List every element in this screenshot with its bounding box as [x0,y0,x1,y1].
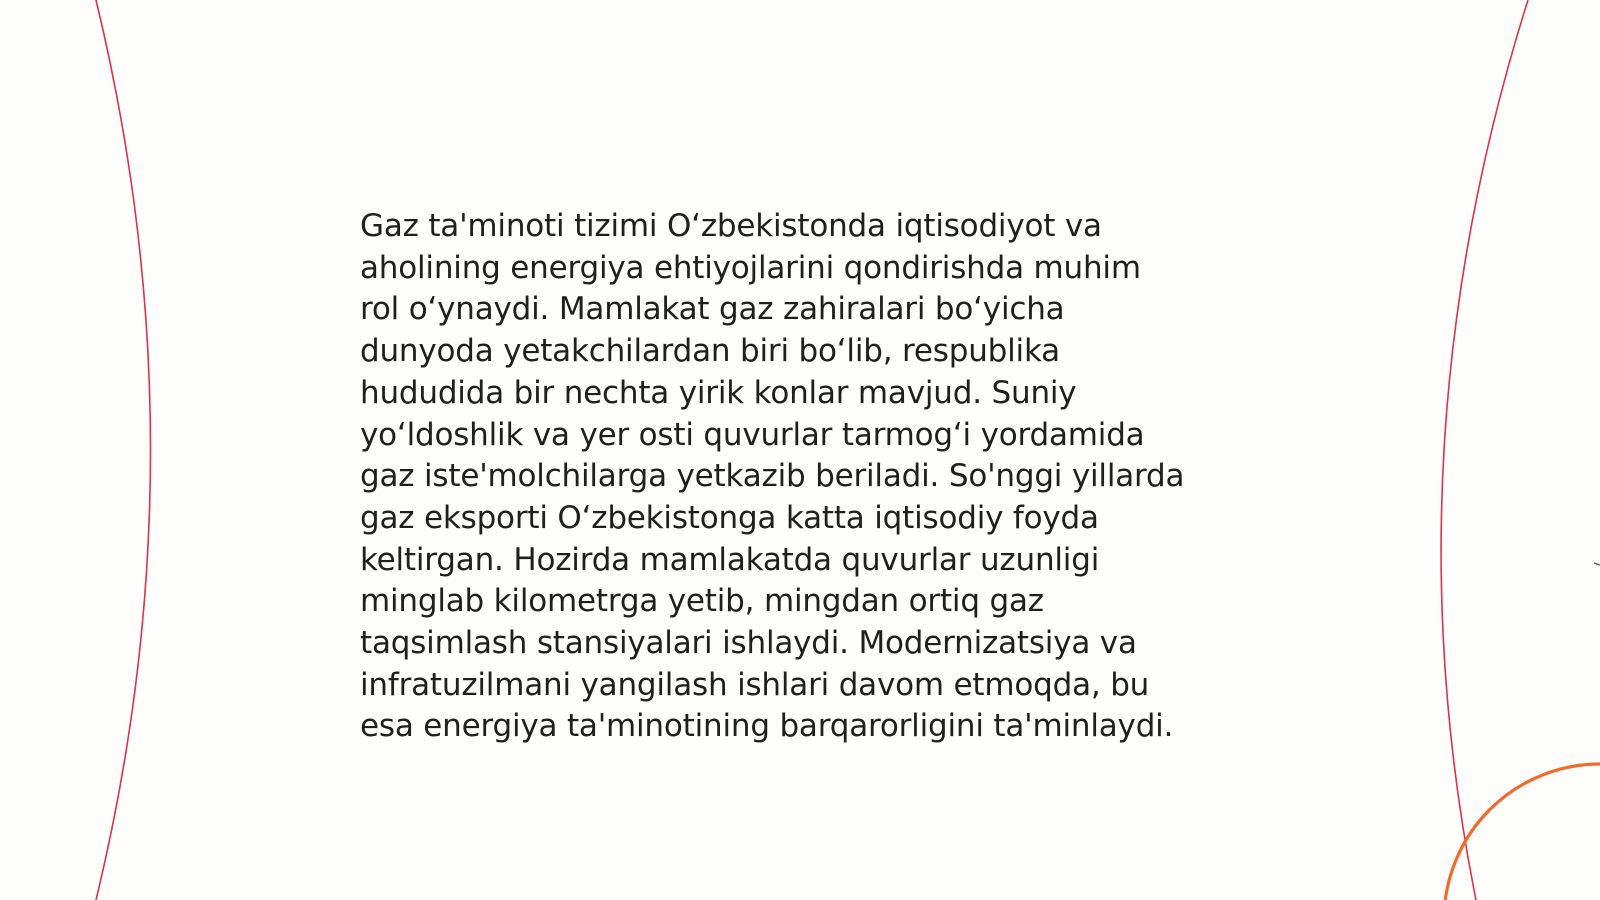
orange-ring [1444,764,1600,900]
body-paragraph: Gaz ta'minoti tizimi Oʻzbekistonda iqtisodiyot va aholining energiya ehtiyojlarini qondirishda muhim rol oʻynaydi. Mamlakat gaz zahiralari boʻyicha dunyoda yetakchilardan biri boʻlib, respublika hududida bir nechta yirik konlar mavjud. Suniy yoʻldoshlik va yer osti quvurlar tarmogʻi yordamida gaz iste'molchilarga yetkazib beriladi. So'nggi yillarda gaz eksporti Oʻzbekistonga katta iqtisodiy foyda keltirgan. Hozirda mamlakatda quvurlar uzunligi minglab kilometrga yetib, mingdan ortiq gaz taqsimlash stansiyalari ishlaydi. Modernizatsiya va infratuzilmani yangilash ishlari davom etmoqda, bu esa energiya ta'minotining barqarorligini ta'minlaydi. [360,208,1185,745]
right-arc [1441,0,1528,900]
edge-tick [1594,563,1600,565]
left-arc [96,0,151,900]
